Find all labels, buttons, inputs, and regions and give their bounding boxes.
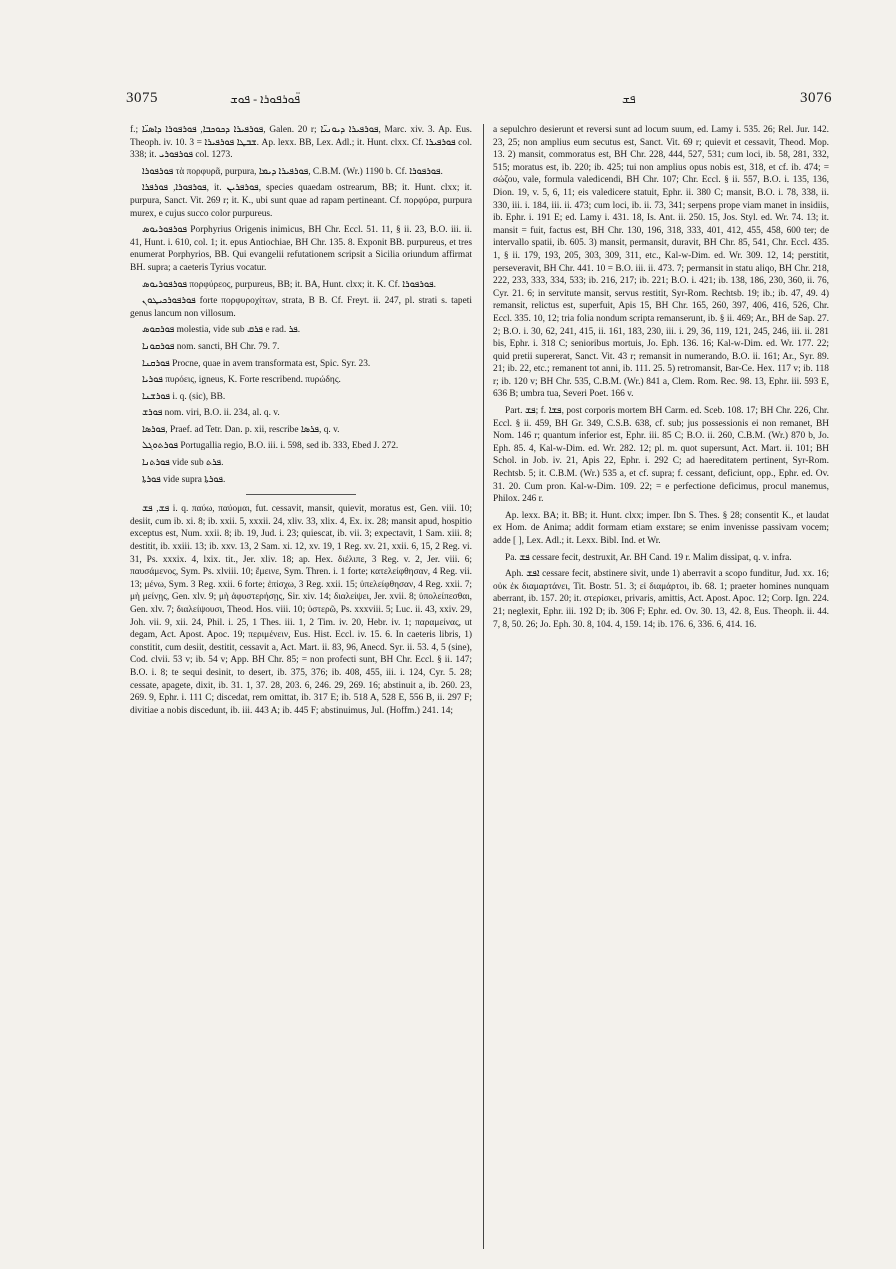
running-head-right: ܦܫ [622,92,636,106]
left-column [130,124,472,721]
entry-paragraph: ܦܘܪܦܘܪܝܘܣ πορφύρεος, purpureus, BB; it. BA, Hunt. clxx; it. K. Cf. ܦܘܪܦܘܪܐ. [142,279,436,290]
entry-paragraph: Part. ܦܫ; f. ܦܫܐ, post corporis mortem BH Carm. ed. Sceb. 108. 17; BH Chr. 226, Chr. Eccl. § ii. 459, BH Gr. 349, C.S.B. 638, cf. sub; jus possessionis ei non remanet, BH Nom. 146 r; quantum inferior est, Ephr. iii. 85 C; B.O. ii. 260, C.B.M. (Wr.) 870 b, Jo. Eph. 85. 4, Kal-w-Dim. ed. Wr. 282. 12; pl. m. quot supersunt, Act. Mart. ii. 101; BH Schol. in Job. iv. 21, Apis 22, Ephr. i. 292 C; ad haereditatem pertinent, Syr-Rom. Rechtsb. 5; it. C.B.M. (Wr.) 535 a, et cf. supra; f. cessant, deficiunt, opp., Ephr. ed. Ov. 31. 20. Cum pron. Kal-w-Dim. 109. 22; = e perfectione deficimus, procul manemus, Philox. 246 r. [493,406,829,505]
page-header [0,0,896,120]
main-entry-paragraph: ܦܫ, ܦܫ i. q. παύω, παύομαι, fut. cessavit, mansit, quievit, moratus est, Gen. viii. 10; desiit, cum ib. xi. 8; ib. xxii. 5, xxxii. 24, xliv. 33, xlix. 4, Ex. ix. 28; mansit apud, hospitio exceptus est, Num. xxii. 8; ib. 19, Jud. i. 23; quiescat, ib. vii. 3; expectavit, 1 Sam. xiii. 8; destitit, ib. xxiii. 13; ib. xxv. 13, 2 Sam. xi. 12, xv. 19, 1 Reg. xv. 21, xxii. 6, 15, 2 Reg. vi. 31, Ps. xxxix. 4, lxix. tit., Jer. xliv. 18; ap. Hex. διέλιπε, 3 Reg. v. 2, Jer. viii. 6; παυσάμενος, Sym. Ps. xlviii. 10; ἔμεινε, Sym. Thren. i. 1 forte; κατελείφθησαν, 4 Reg. vii. 13; μένω, Sym. 3 Reg. xxii. 6 forte; ἐπίσχω, 3 Reg. xxii. 15; ὑπελείφθησαν, 4 Reg. xxii. 7; μὴ μείνῃς, Gen. xlv. 9; μὴ ἀφυστερήσῃς, Sir. xiv. 14; διαλείψει, Jer. xvii. 8; ὑπολείπεσθαι, Gen. xlv. 7; διαλείψουσι, Theod. Hos. viii. 10; ὑστερῶ, Ps. xxxviii. 5; Luc. ii. 43, xxiv. 29, Joh. vii. 9, xii. 24, Phil. i. 25, 1 Thes. iii. 1, 2 Tim. iv. 20, Hebr. iv. 1; παραμείνας, ut degam, Act. Apost. Apoc. 19; περιμένειν, Eus. Hist. Eccl. iv. 15. 6. In caeteris libris, 1) constitit, cum desiit, destitit, cessavit a, Act. Mart. ii. 83, 96, Anecd. Syr. ii. 53. 4, 5 (sine), Cod. clvii. 53 v; ib. 54 v; App. BH Chr. 85; = non profecti sunt, BH Chr. Eccl. § ii. 147; B.O. i. 8; te sequi desinit, to desert, ib. 375, 376; ib. 408, 455, iii. i. 124, Cyr. 5. 28; cessate, apagete, dixit, ib. 31. 1, 37. 28, 203. 6, 246. 29, 269. 16; abstinuit a, ib. 260. 23, 269. 9, Ephr. i. 111 C; discedat, rem omittat, ib. 317 E; ib. 518 A, 528 E, 556 B, ii. 297 F; divitiae a nobis discedunt, ib. iii. 443 A; ib. 445 F; abstinuimus, Jul. (Hoffm.) 241. 14; [130,504,473,716]
entry-paragraph: ܦܘܪܬܐ vide supra ܦܘܪܬܐ. [142,474,226,485]
entry-paragraph: ܦܘܪܬܢܐ vide sub ܦܪܬ. [142,458,224,469]
section-separator [246,494,356,495]
entry-paragraph: ܦܘܪܦܘܪܐ, ܦܘܪܦܪܐ, it. ܦܘܪܦܪܝܢ, species quaedam ostrearum, BB; it. Hunt. clxx; it. purpura, Sanct. Vit. 269 r; it. K., ubi sunt quae ad rapam pertineant. Cf. πορφύρα, purpura murex, e cujus succo color purpureus. [130,183,473,219]
page-number-right: 3076 [800,90,832,106]
entry-paragraph: Pa. ܦܫ cessare fecit, destruxit, Ar. BH Cand. 19 r. Malim dissipat, q. v. infra. [505,552,792,563]
entry-paragraph: a sepulchro desierunt et reversi sunt ad locum suum, ed. Lamy i. 535. 26; Rel. Jur. 142. 23, 25; non amplius eum secutus est, Sanct. Vit. 69 r; quievit et cessavit, Theod. Mop. 13. 2) mansit, commoratus est, BH Chr. 228, 444, 527, 531; cum loci, ib. 58, 281, 332, 515; moratus est, ib. 220; ib. 425; tui non amplius opus nobis est, 318, et cf. ib. 474; = σώζου, vale, formula valedicendi, BH Chr. 107; Chr. Eccl. § ii. 557, B.O. i. 135, 136, Dion. 19, v. 5, 6, 11; eis valedicere statuit, Ephr. ii. 380 C; mansit, B.O. i. 78, 338, ii. 330, iii. i. 184, iii. ii. 473; cum loci, ib. ii. 73, 341; serpens prope viam manet in insidiis, ib. Ephr. i. 191 E; ed. Lamy i. 431. 18, Is. Ant. ii. 250. 15, Jos. Styl. ed. Wr. 74. 13; it. mansit = fuit, factus est, BH Chr. 130, 196, 318, 333, 401, 412, 455, 458, 600 ter; de intervallo spatii, ib. 605. 3) mansit, permansit, duravit, BH Chr. 85, 541, Chr. Eccl. 435. 1, § ii. 179, 193, 205, 303, 309, 311, etc., Kal-w-Dim. ed. Wr. 309. 12, 14; perstitit, perseveravit, BH Chr. 441. 10 = B.O. iii. ii. 473. 7; permansit in statu aliqo, BH Chr. 218, 222, 233, 333, 334, 533; ib. 216, 217; ib. 221; B.O. i. 421; ib. 138, 186, 230, 360, ii. 76, Cyr. 21. 6; in servitute mansit, servus restitit, Syr-Rom. Rechtsb. 19; ib.; ib. 47, 49. 4) remansit, relictus est, superfuit, Apis 15, BH Chr. 165, 260, 397, 406, 416, 526, Chr. Eccl. 335. 10, 12; tria folia nondum scripta remanserunt, ib. § ii. 469; Ar., BH de Sap. 27. 2; B.O. i. 30, 62, 241, 415, ii. 161, 183, 230, iii. i. 29, 36, 119, 121, 245, 246, iii. ii. 281 bis, Ephr. i. 318 C; senioribus mortuis, Jo. Eph. 136. 16; Kal-w-Dim. ed. Wr. 177. 22; quid pretii supererat, Sanct. Vit. 43 r; remansit in numerando, B.O. ii. 161; Ar., Syr. 89. 21; ib. 22, etc.; remanent tot anni, ib. 111. 25. 5) retromansit, Bar-Ce. Hex. 117 v; ib. 118 r; ib. 120 v; BH Chr. 535, C.B.M. (Wr.) 841 a, Clem. Rom. Rec. 98. 13, Ephr. iii. 593 E, 636 B; umbra tua, Severi Poet. 166 v. [493,125,829,400]
running-head-left: ܦ̈ܘܪܦܘܪܐ - ܦܘܫ [230,92,301,106]
entry-paragraph: ܦܘܪܩܢܐ Procne, quae in avem transformata est, Spic. Syr. 23. [142,358,371,369]
entry-paragraph: ܦܘܪܫ nom. viri, B.O. ii. 234, al. q. v. [142,408,280,419]
entry-paragraph: ܦܘܪܦܘܪܟܝܛܘܢ forte πορφυροχίτων, strata, B B. Cf. Freyt. ii. 247, pl. strati s. tapeti genus lancum non villosum. [130,296,472,319]
entry-paragraph: ܦܘܪܫܢܐ i. q. (sic), BB. [142,391,226,402]
entry-paragraph: ܦܘܪܩܘܢܐ nom. sancti, BH Chr. 79. 7. [142,341,280,352]
entry-paragraph: ܦܘܪܬܘܓܠ Portugallia regio, B.O. iii. i. 598, sed ib. 333, Ebed J. 272. [142,441,399,452]
column-divider [483,124,484,1249]
entry-paragraph: Ap. lexx. BA; it. BB; it. Hunt. clxx; imper. Ibn S. Thes. § 28; consentit K., et laudat ex Hom. de Anima; addit formam etiam exstare; se enim invenisse passivam vocem; adde [ ], Lex. Adl.; it. Lexx. Bibl. Ind. et Wr. [493,510,829,546]
entry-paragraph: ܦܘܪܣܐ, Praef. ad Tetr. Dan. p. xii, rescribe ܦܪܣܐ, q. v. [142,424,340,435]
entry-paragraph: ܦܘܪܩܘܣ molestia, vide sub ܦܪܩ e rad. ܦܪ. [142,325,301,336]
right-column [493,124,829,635]
page-number-left: 3075 [126,90,158,106]
entry-paragraph: ܦܘܪܦܘܪܝܘܣ Porphyrius Origenis inimicus, BH Chr. Eccl. 51. 11, § ii. 23, B.O. iii. ii. 41, Hunt. i. 610, col. 1; it. epus Antiochiae, BH Chr. 135. 8. Exponit BB. purpureus, et tres enumerat Porphyrios, BB. Qui evangelii refutationem scripsit a Sicilia oriundum affirmat BH. supra; a caeteris Tyrius vocatur. [130,225,472,273]
entry-paragraph: ܦܘܪܦܘܪܐ τὰ πορφυρᾶ, purpura, ܦܘܪܦܝܪܐ ܕܝܡܐ, C.B.M. (Wr.) 1190 b. Cf. ܦܘܪܦܘܪܐ. [142,166,443,177]
entry-paragraph: f.; ܦܘܪܦܝܪܐ ܕܟܘܟܒܐ, ܦܘܪܦܘܪܐ ܕܐܣܝ̈ܐ, Galen. 20 r; ܦܘܪܦܝܪܐ ܕܝܘܢܝ̈ܐ, Marc. xiv. 3. Ap. Eus. Theoph. iv. 10. 3 = ܫܒܛܐ ܦܘܪܦܝܪܐ. Ap. lexx. BB, Lex. Adl.; it. Hunt. clxx. Cf. ܦܘܪܦܝܪܐ col. 338; it. ܦܘܪܦܘܪܝ col. 1273. [130,125,473,161]
entry-paragraph: ܦܘܪܝܐ πυρόεις, igneus, K. Forte rescribend. πυρώδης. [142,375,341,386]
entry-paragraph: Aph. ܐܦܫ cessare fecit, abstinere sivit, unde 1) aberravit a scopo funditur, Jud. xx. 16; οὐκ ἐκ διαμαρτάνει, Tit. Bostr. 51. 3; εἰ διαμάρτοι, ib. 68. 1; praeter homines nunquam aberrant, ib. 157. 20; it. στερίσκει, privaris, amittis, Act. Apost. Apoc. 12; Corp. Ign. 224. 21; neglexit, Ephr. iii. 192 D; ib. 306 F; Ephr. ed. Ov. 30. 13, 42. 8, Eus. Theoph. ii. 44. 7, 8, 50. 26; Jo. Eph. 30. 8, 104. 4, 159. 14; ib. 176. 6, 336. 6, 414. 16. [493,569,829,630]
